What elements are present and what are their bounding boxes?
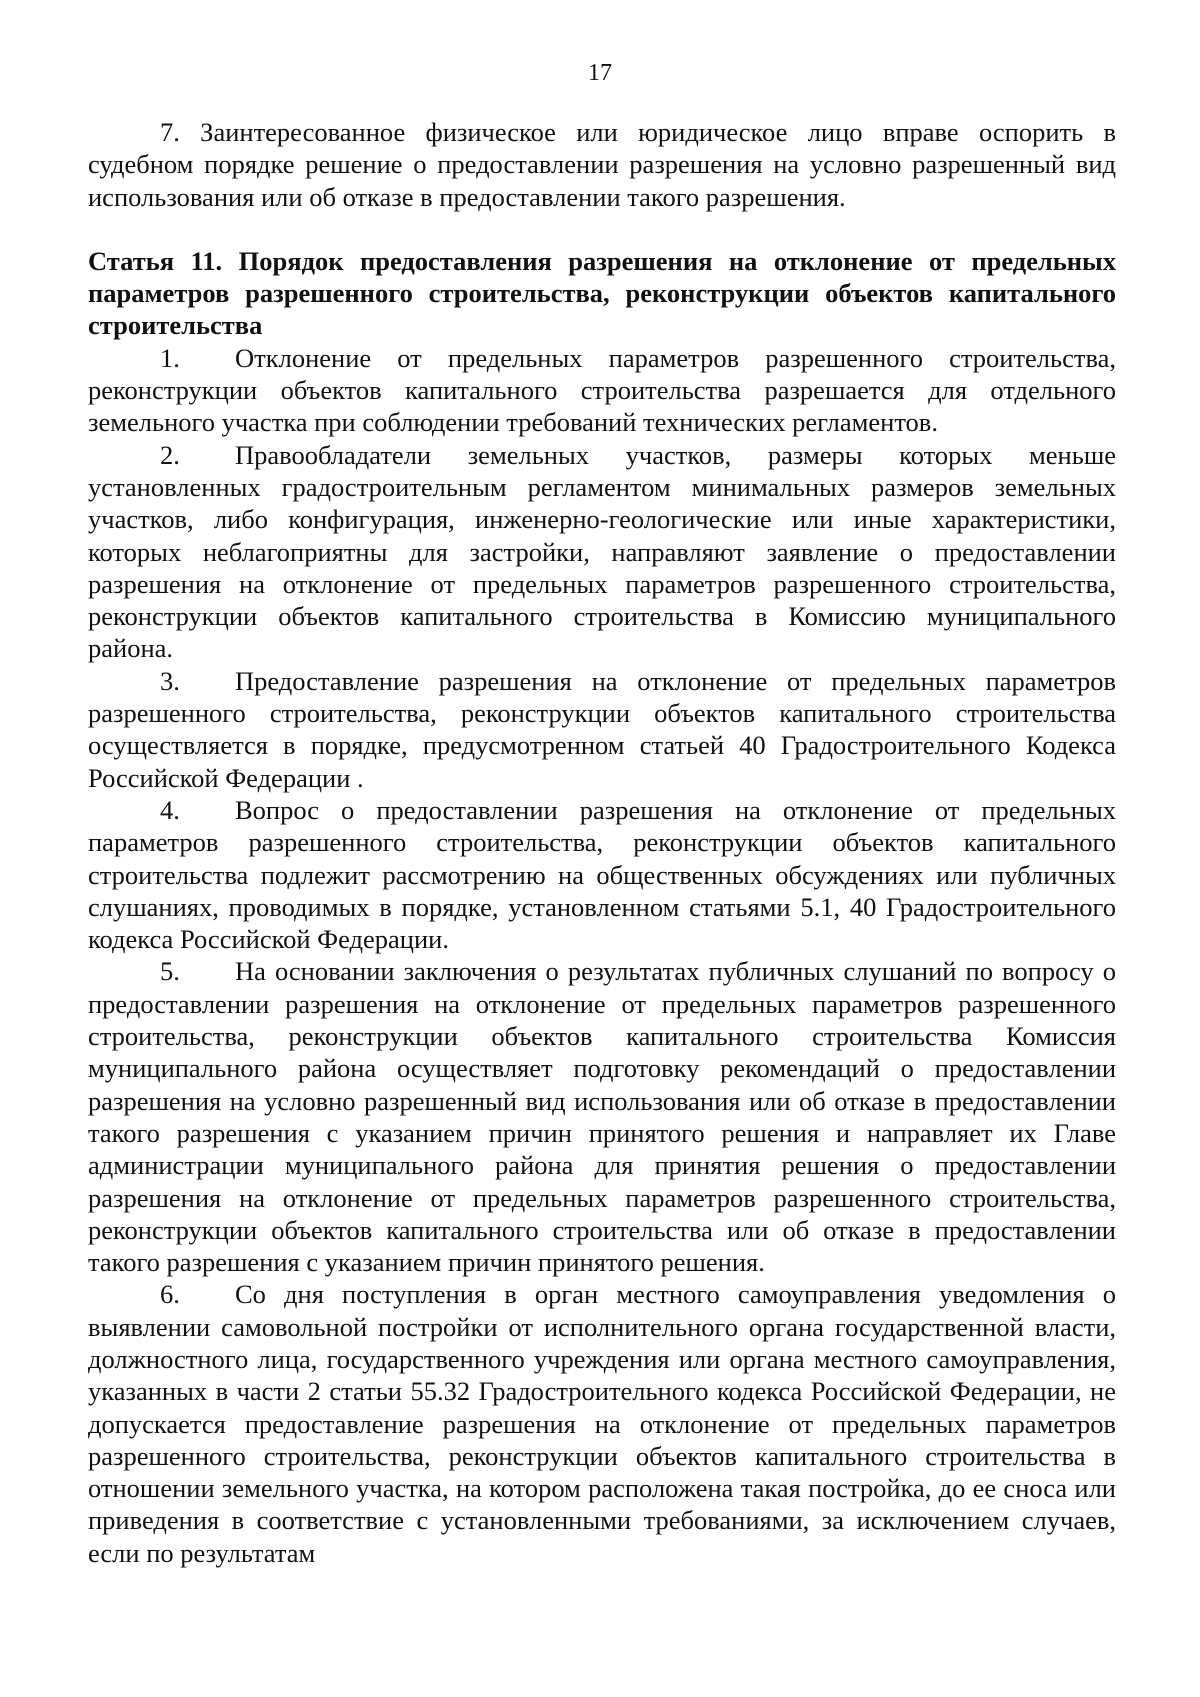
document-body: [88, 116, 1116, 1569]
list-item: [88, 955, 1116, 1278]
list-item: [88, 1278, 1116, 1569]
item-number: 3.: [160, 665, 180, 696]
list-item: [88, 794, 1116, 955]
item-text: Отклонение от предельных параметров разрешенного строительства, реконструкции объектов капитального строительства разрешается для отдельного земельного участка при соблюдении требований технических регламентов.: [88, 342, 1116, 438]
page-number: 17: [588, 60, 612, 86]
list-item: [88, 665, 1116, 794]
item-text: Со дня поступления в орган местного самоуправления уведомления о выявлении самовольной постройки от исполнительного органа государственной власти, должностного лица, государственного учреждения или органа местного самоуправления, указанных в части 2 статьи 55.32 Градостроительного кодекса Российской Федерации, не допускается предоставление разрешения на отклонение от предельных параметров разрешенного строительства, реконструкции объектов капитального строительства в отношении земельного участка, на котором расположена такая постройка, до ее сноса или приведения в соответствие с установленными требованиями, за исключением случаев, если по результатам: [88, 1279, 1116, 1568]
item-number: 6.: [160, 1279, 180, 1310]
item-number: 2.: [160, 439, 180, 470]
article-heading: Статья 11. Порядок предоставления разрешения на отклонение от предельных параметров разрешенного строительства, реконструкции объектов капитального строительства: [88, 245, 1116, 341]
paragraph-7: 7. Заинтересованное физическое или юридическое лицо вправе оспорить в судебном порядке решение о предоставлении разрешения на условно разрешенный вид использования или об отказе в предоставлении такого разрешения.: [88, 117, 1116, 212]
item-number: 4.: [160, 794, 180, 825]
item-text: Вопрос о предоставлении разрешения на отклонение от предельных параметров разрешенного строительства, реконструкции объектов капитального строительства подлежит рассмотрению на общественных обсуждениях или публичных слушаниях, проводимых в порядке, установленном статьями 5.1, 40 Градостроительного кодекса Российской Федерации.: [88, 794, 1116, 955]
item-text: Предоставление разрешения на отклонение от предельных параметров разрешенного строительства, реконструкции объектов капитального строительства осуществляется в порядке, предусмотренном статьей 40 Градостроительного Кодекса Российской Федерации .: [88, 665, 1116, 793]
list-item: [88, 342, 1116, 439]
item-number: 1.: [160, 342, 180, 373]
item-text: Правообладатели земельных участков, размеры которых меньше установленных градостроительным регламентом минимальных размеров земельных участков, либо конфигурация, инженерно-геологические или иные характеристики, которых неблагоприятны для застройки, направляют заявление о предоставлении разрешения на отклонение от предельных параметров разрешенного строительства, реконструкции объектов капитального строительства в Комиссию муниципального района.: [88, 439, 1116, 664]
item-text: На основании заключения о результатах публичных слушаний по вопросу о предоставлении разрешения на отклонение от предельных параметров разрешенного строительства, реконструкции объектов капитального строительства Комиссия муниципального района осуществляет подготовку рекомендаций о предоставлении разрешения на условно разрешенный вид использования или об отказе в предоставлении такого разрешения с указанием причин принятого решения и направляет их Главе администрации муниципального района для принятия решения о предоставлении разрешения на отклонение от предельных параметров разрешенного строительства, реконструкции объектов капитального строительства или об отказе в предоставлении такого разрешения с указанием причин принятого решения.: [88, 956, 1116, 1278]
list-item: [88, 439, 1116, 665]
item-number: 5.: [160, 956, 180, 987]
